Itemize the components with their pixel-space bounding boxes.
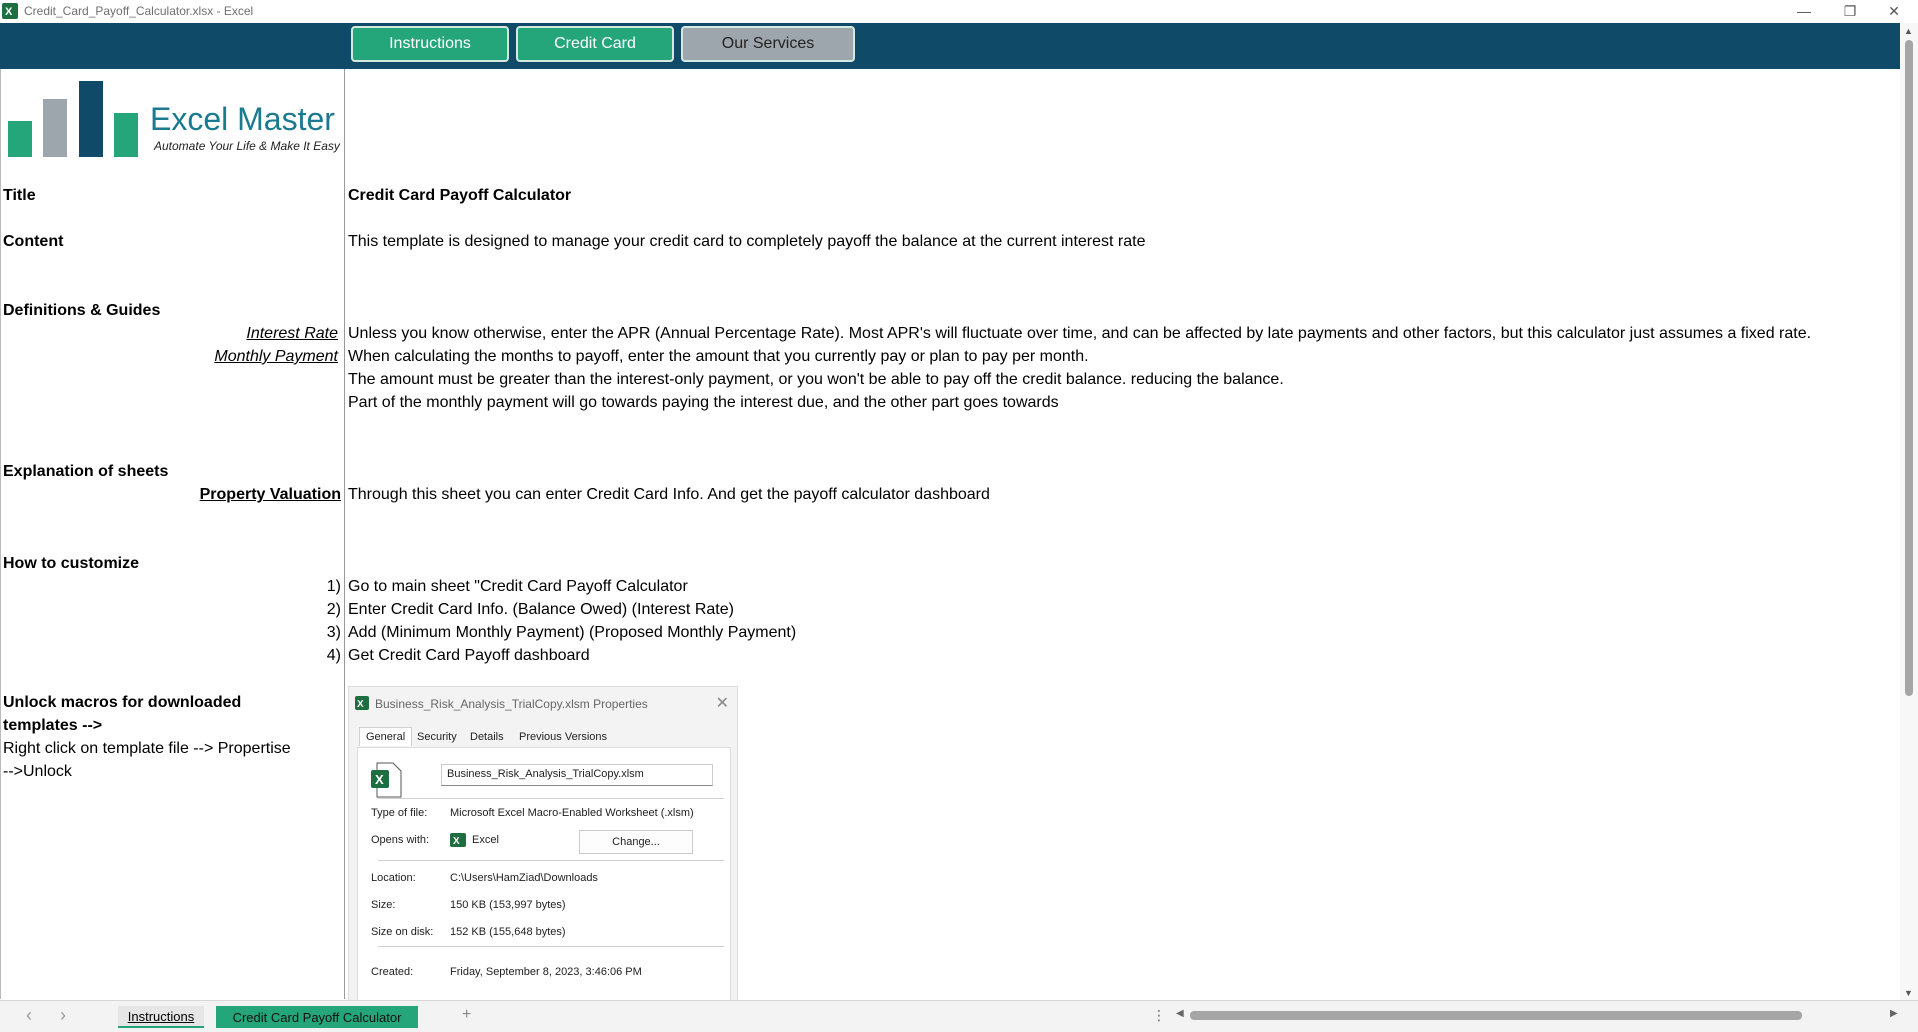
size-on-disk-value: 152 KB (155,648 bytes): [450, 926, 566, 938]
scroll-up-icon[interactable]: ▲: [1904, 26, 1913, 36]
size-label: Size:: [371, 899, 396, 911]
dialog-close-icon: ✕: [715, 695, 729, 712]
logo-bar-1: [8, 121, 32, 157]
step-text: Enter Credit Card Info. (Balance Owed) (Interest Rate): [348, 601, 734, 618]
scroll-left-icon[interactable]: ◀: [1176, 1008, 1184, 1019]
size-on-disk-label: Size on disk:: [371, 926, 434, 938]
svg-text:X: X: [357, 699, 364, 710]
sheet-tab-instructions[interactable]: Instructions: [118, 1006, 204, 1028]
step-number: 4): [326, 647, 341, 664]
location-value: C:\Users\HamZiad\Downloads: [450, 872, 598, 884]
step-text: Get Credit Card Payoff dashboard: [348, 647, 590, 664]
minimize-button[interactable]: —: [1797, 3, 1811, 19]
unlock-heading-2: templates -->: [3, 717, 103, 734]
type-label: Type of file:: [371, 807, 428, 819]
explanation-label: Explanation of sheets: [3, 463, 169, 480]
dialog-tab-security: Security: [417, 731, 457, 743]
dialog-filename-field: Business_Risk_Analysis_TrialCopy.xlsm: [441, 764, 713, 786]
close-button[interactable]: ✕: [1888, 2, 1900, 19]
logo-bar-4: [114, 113, 138, 157]
more-options-icon[interactable]: ⋮: [1152, 1007, 1166, 1023]
size-value: 150 KB (153,997 bytes): [450, 899, 566, 911]
unlock-instruction-2: -->Unlock: [3, 763, 72, 780]
step-number: 2): [326, 601, 341, 618]
title-label: Title: [3, 187, 36, 204]
excel-master-logo: [6, 77, 340, 157]
interest-rate-link[interactable]: Interest Rate: [246, 325, 338, 342]
location-label: Location:: [371, 872, 416, 884]
svg-text:X: X: [5, 6, 13, 18]
content-value: This template is designed to manage your credit card to completely payoff the balance at the current interest rate: [348, 233, 1146, 250]
created-label: Created:: [371, 966, 414, 978]
dialog-tab-previous-versions: Previous Versions: [519, 731, 608, 743]
window-titlebar: [0, 0, 1918, 22]
dialog-tab-general: General: [359, 727, 412, 746]
sheet-tab-credit-card-payoff-calculator[interactable]: Credit Card Payoff Calculator: [216, 1006, 418, 1028]
xlsm-file-icon: [371, 762, 403, 798]
content-label: Content: [3, 233, 64, 250]
properties-dialog-screenshot: [348, 686, 738, 1002]
svg-text:X: X: [375, 772, 384, 787]
window-title: Credit_Card_Payoff_Calculator.xlsx - Excel: [24, 4, 254, 18]
prev-sheet-icon[interactable]: ‹: [26, 1005, 32, 1025]
created-value: Friday, September 8, 2023, 3:46:06 PM: [450, 966, 642, 978]
step-number: 3): [326, 624, 341, 641]
add-sheet-icon[interactable]: +: [462, 1006, 472, 1023]
change-button: Change...: [579, 830, 693, 854]
dialog-tab-details: Details: [470, 731, 504, 743]
nav-instructions-button[interactable]: Instructions: [351, 26, 509, 62]
title-value: Credit Card Payoff Calculator: [348, 187, 572, 204]
step-text: Go to main sheet "Credit Card Payoff Calculator: [348, 578, 688, 595]
vertical-scroll-thumb[interactable]: [1905, 40, 1913, 696]
property-valuation-link[interactable]: Property Valuation: [199, 486, 341, 503]
monthly-payment-link[interactable]: Monthly Payment: [214, 348, 338, 365]
excel-small-icon: [450, 833, 466, 847]
dialog-divider: [378, 798, 724, 799]
type-value: Microsoft Excel Macro-Enabled Worksheet (.xlsm): [450, 807, 694, 819]
opens-value: Excel: [472, 834, 499, 846]
restore-button[interactable]: ❐: [1843, 2, 1857, 19]
logo-bar-3: [79, 81, 103, 157]
dialog-divider: [378, 860, 724, 861]
logo-bar-2: [43, 99, 67, 157]
dialog-title: Business_Risk_Analysis_TrialCopy.xlsm Properties: [375, 697, 648, 711]
unlock-heading-1: Unlock macros for downloaded: [3, 694, 242, 711]
excel-icon: [2, 3, 18, 19]
unlock-instruction-1: Right click on template file --> Propertise: [3, 740, 291, 757]
nav-our-services-button[interactable]: Our Services: [681, 26, 855, 62]
monthly-payment-text-2: The amount must be greater than the interest-only payment, or you won't be able to pay off the credit balance. reducing the balance.: [348, 371, 1284, 388]
customize-label: How to customize: [3, 555, 140, 572]
scroll-down-icon[interactable]: ▼: [1904, 988, 1913, 998]
property-valuation-text: Through this sheet you can enter Credit Card Info. And get the payoff calculator dashboard: [348, 486, 990, 503]
header-band: [0, 23, 1900, 69]
monthly-payment-text-1: When calculating the months to payoff, enter the amount that you currently pay or plan to pay per month.: [348, 348, 1089, 365]
logo-tagline: Automate Your Life & Make It Easy: [154, 139, 340, 153]
step-text: Add (Minimum Monthly Payment) (Proposed Monthly Payment): [348, 624, 797, 641]
excel-file-icon: [355, 696, 369, 710]
monthly-payment-text-3: Part of the monthly payment will go towards paying the interest due, and the other part goes towards: [348, 394, 1059, 411]
definitions-label: Definitions & Guides: [3, 302, 161, 319]
sheet-left-border: [0, 69, 1, 999]
nav-credit-card-button[interactable]: Credit Card: [516, 26, 674, 62]
dialog-panel: [357, 747, 731, 1002]
opens-label: Opens with:: [371, 834, 430, 846]
scroll-right-icon[interactable]: ▶: [1890, 1008, 1898, 1019]
svg-text:X: X: [453, 836, 460, 847]
next-sheet-icon[interactable]: ›: [60, 1005, 66, 1025]
logo-brand-text: Excel Master: [150, 101, 335, 137]
column-divider: [344, 69, 345, 999]
dialog-divider: [378, 946, 724, 947]
interest-rate-text: Unless you know otherwise, enter the APR (Annual Percentage Rate). Most APR's will fluctuate over time, and can be affected by late payments and other factors, but this calculator just assumes a fixed rate.: [348, 325, 1812, 342]
horizontal-scroll-thumb[interactable]: [1190, 1011, 1802, 1020]
step-number: 1): [326, 578, 341, 595]
